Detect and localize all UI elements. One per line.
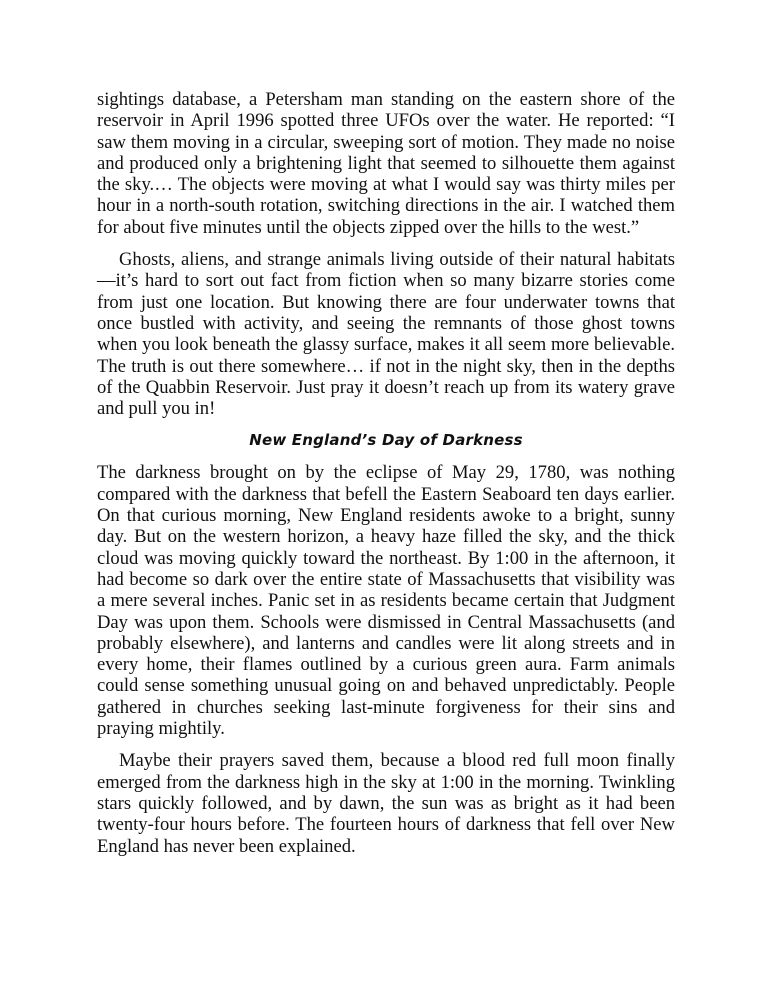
section-heading: New England’s Day of Darkness bbox=[249, 431, 523, 450]
book-page bbox=[97, 89, 675, 868]
paragraph-blood-moon: Maybe their prayers saved them, because a blood red full moon finally emerged from the darkness high in the sky at 1:00 in the morning. Twinkling stars quickly followed, and by dawn, the sun was as bright as it had been twenty-four hours before. The fourteen hours of darkness that fell over New England has never been explained. bbox=[97, 750, 675, 857]
paragraph-darkness: The darkness brought on by the eclipse of May 29, 1780, was nothing compared with the darkness that befell the Eastern Seaboard ten days earlier. On that curious morning, New England residents awoke to a bright, sunny day. But on the western horizon, a heavy haze filled the sky, and the thick cloud was moving quickly toward the northeast. By 1:00 in the afternoon, it had become so dark over the entire state of Massachusetts that visibility was a mere several inches. Panic set in as residents became certain that Judgment Day was upon them. Schools were dismissed in Central Massachusetts (and probably elsewhere), and lanterns and candles were lit along streets and in every home, their flames outlined by a curious green aura. Farm animals could sense something unusual going on and behaved unpredictably. People gathered in churches seeking last-minute forgiveness for their sins and praying mightily. bbox=[97, 462, 675, 740]
paragraph-ufo-sighting: sightings database, a Petersham man standing on the eastern shore of the reservoir in April 1996 spotted three UFOs over the water. He reported: “I saw them moving in a circular, sweeping sort of motion. They made no noise and produced only a brightening light that seemed to silhouette them against the sky.… The objects were moving at what I would say was thirty miles per hour in a north-south rotation, switching directions in the air. I watched them for about five minutes until the objects zipped over the hills to the west.” bbox=[97, 89, 675, 238]
paragraph-ghosts-aliens: Ghosts, aliens, and strange animals living outside of their natural habitats—it’s hard to sort out fact from fiction when so many bizarre stories come from just one location. But knowing there are four underwater towns that once bustled with activity, and seeing the remnants of those ghost towns when you look beneath the glassy surface, makes it all seem more believable. The truth is out there somewhere… if not in the night sky, then in the depths of the Quabbin Reservoir. Just pray it doesn’t reach up from its watery grave and pull you in! bbox=[97, 249, 675, 420]
